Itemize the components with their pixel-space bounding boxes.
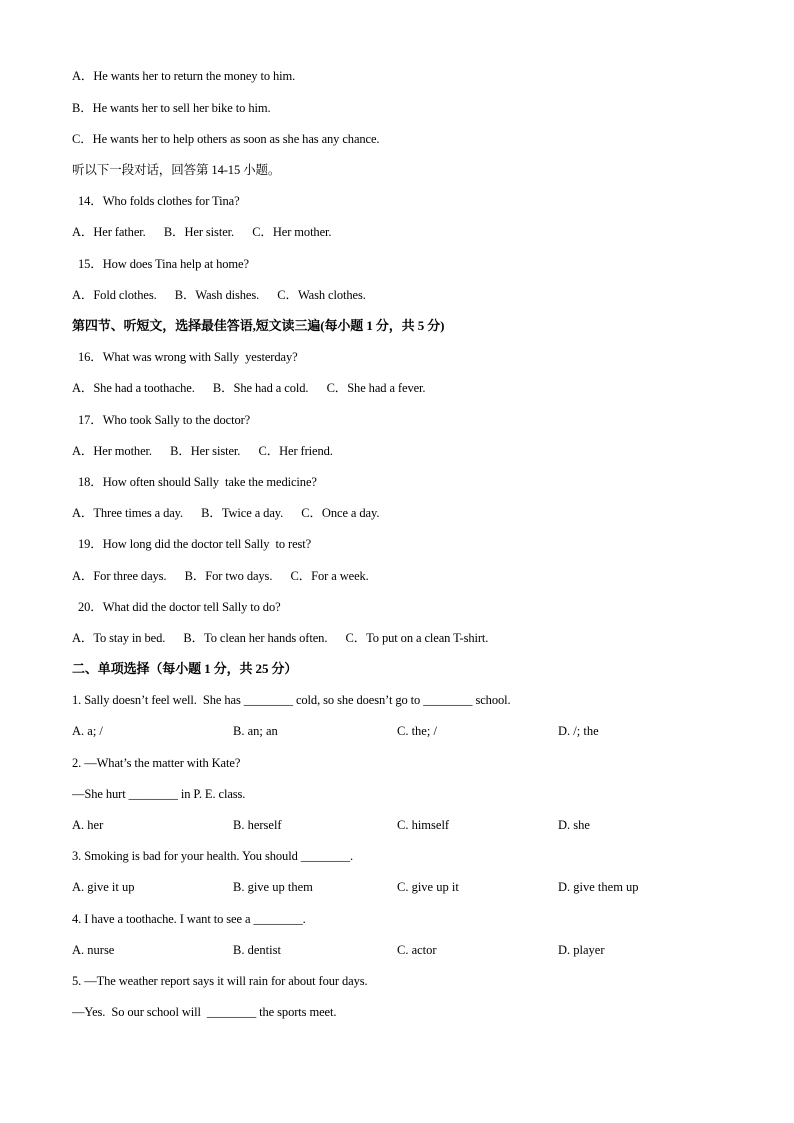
options-15: A．Fold clothes. B．Wash dishes. C．Wash clothes. — [72, 288, 366, 302]
option-d: D. she — [558, 818, 590, 832]
mc-options-2 — [72, 817, 722, 833]
question-16: 16．What was wrong with Sally yesterday? — [78, 350, 298, 364]
line-c-help-others: C．He wants her to help others as soon as she has any chance. — [72, 132, 380, 146]
options-14: A．Her father. B．Her sister. C．Her mother. — [72, 225, 332, 239]
option-a: A. nurse — [72, 943, 115, 957]
mc-question-4: 4. I have a toothache. I want to see a ________. — [72, 912, 306, 926]
option-c: C. actor — [397, 943, 437, 957]
options-20: A．To stay in bed. B．To clean her hands often. C．To put on a clean T-shirt. — [72, 631, 489, 645]
instruction-14-15: 听以下一段对话，回答第 14-15 小题。 — [72, 163, 281, 177]
mc-question-5-reply: —Yes. So our school will ________ the sports meet. — [72, 1005, 337, 1019]
line-b-sell-bike: B．He wants her to sell her bike to him. — [72, 101, 271, 115]
mc-options-3 — [72, 879, 722, 895]
question-17: 17．Who took Sally to the doctor? — [78, 413, 251, 427]
option-c: C. the; / — [397, 724, 437, 738]
option-a: A. give it up — [72, 880, 135, 894]
mc-question-3: 3. Smoking is bad for your health. You should ________. — [72, 849, 353, 863]
line-a-return-money: A．He wants her to return the money to him. — [72, 69, 296, 83]
section-2-heading: 二、单项选择（每小题 1 分，共 25 分） — [72, 661, 298, 676]
option-d: D. give them up — [558, 880, 639, 894]
options-17: A．Her mother. B．Her sister. C．Her friend. — [72, 444, 333, 458]
options-16: A．She had a toothache. B．She had a cold. C．She had a fever. — [72, 381, 426, 395]
option-b: B. give up them — [233, 880, 313, 894]
mc-question-1: 1. Sally doesn’t feel well. She has ________ cold, so she doesn’t go to ________ school. — [72, 693, 511, 707]
section-4-heading: 第四节、听短文，选择最佳答语,短文读三遍(每小题 1 分，共 5 分) — [72, 318, 445, 333]
option-c: C. give up it — [397, 880, 459, 894]
mc-question-5: 5. —The weather report says it will rain for about four days. — [72, 974, 368, 988]
option-b: B. herself — [233, 818, 282, 832]
option-b: B. dentist — [233, 943, 281, 957]
option-d: D. /; the — [558, 724, 599, 738]
question-19: 19．How long did the doctor tell Sally to rest? — [78, 537, 312, 551]
options-19: A．For three days. B．For two days. C．For a week. — [72, 569, 369, 583]
question-20: 20．What did the doctor tell Sally to do? — [78, 600, 281, 614]
question-14: 14．Who folds clothes for Tina? — [78, 194, 240, 208]
option-c: C. himself — [397, 818, 450, 832]
option-b: B. an; an — [233, 724, 278, 738]
question-18: 18．How often should Sally take the medicine? — [78, 475, 317, 489]
options-18: A．Three times a day. B．Twice a day. C．Once a day. — [72, 506, 380, 520]
mc-question-2-reply: —She hurt ________ in P. E. class. — [72, 787, 246, 801]
option-a: A. her — [72, 818, 104, 832]
question-15: 15．How does Tina help at home? — [78, 257, 249, 271]
mc-question-2: 2. —What’s the matter with Kate? — [72, 756, 241, 770]
mc-options-1 — [72, 723, 722, 739]
option-d: D. player — [558, 943, 605, 957]
option-a: A. a; / — [72, 724, 103, 738]
mc-options-4 — [72, 942, 722, 958]
